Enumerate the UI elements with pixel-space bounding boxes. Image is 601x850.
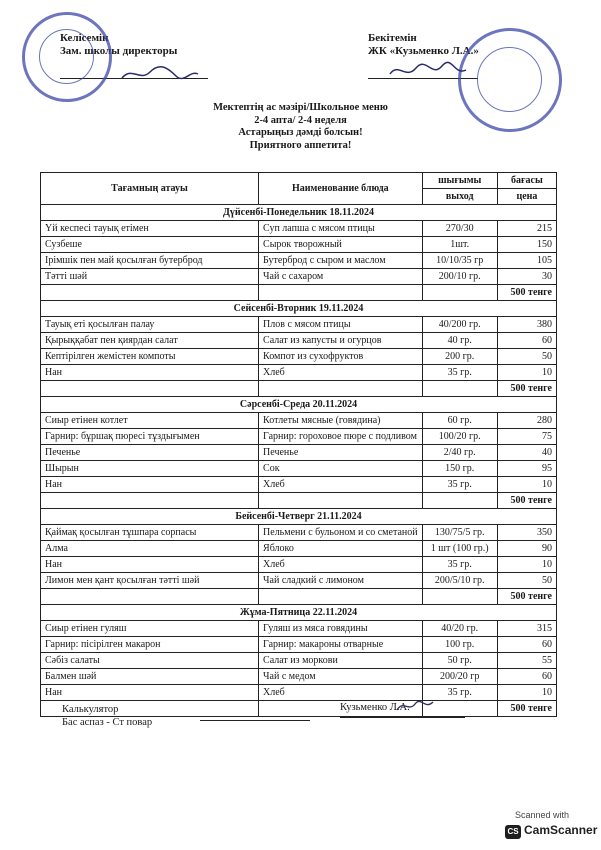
dish-price: 50 (497, 573, 556, 589)
day-total-row (41, 493, 557, 509)
day-header-row (41, 205, 557, 221)
table-row (41, 477, 557, 493)
dish-output: 40 гр. (422, 333, 497, 349)
header-kz-name: Тағамның атауы (41, 173, 259, 205)
dish-output: 200/10 гр. (422, 269, 497, 285)
dish-price: 380 (497, 317, 556, 333)
dish-price: 315 (497, 621, 556, 637)
dish-name-ru: Гарнир: макароны отварные (259, 637, 423, 653)
dish-price: 60 (497, 669, 556, 685)
title-line2: 2-4 апта/ 2-4 неделя (254, 114, 347, 126)
table-row (41, 669, 557, 685)
dish-name-ru: Сок (259, 461, 423, 477)
footer-calculator-label: Калькулятор (62, 704, 119, 715)
dish-name-ru: Компот из сухофруктов (259, 349, 423, 365)
dish-price: 150 (497, 237, 556, 253)
dish-output: 35 гр. (422, 477, 497, 493)
dish-output: 100/20 гр. (422, 429, 497, 445)
table-row (41, 365, 557, 381)
dish-name-kz: Нан (41, 365, 259, 381)
table-row (41, 237, 557, 253)
empty-cell (259, 381, 423, 397)
dish-name-kz: Печенье (41, 445, 259, 461)
dish-name-ru: Хлеб (259, 557, 423, 573)
dish-name-ru: Чай с сахаром (259, 269, 423, 285)
dish-name-ru: Котлеты мясные (говядина) (259, 413, 423, 429)
empty-cell (41, 381, 259, 397)
title-line1: Мектептің ас мәзірі/Школьное меню (213, 102, 388, 113)
day-header-row (41, 605, 557, 621)
empty-cell (41, 285, 259, 301)
dish-price: 350 (497, 525, 556, 541)
dish-name-kz: Сузбеше (41, 237, 259, 253)
header-ru-name: Наименование блюда (259, 173, 423, 205)
dish-name-kz: Ірімшік пен май қосылған бутерброд (41, 253, 259, 269)
empty-cell (259, 285, 423, 301)
dish-name-ru: Салат из капусты и огурцов (259, 333, 423, 349)
dish-price: 10 (497, 477, 556, 493)
day-title: Сәрсенбі-Среда 20.11.2024 (41, 397, 557, 413)
dish-output: 35 гр. (422, 365, 497, 381)
table-row (41, 429, 557, 445)
dish-price: 75 (497, 429, 556, 445)
day-total-row (41, 589, 557, 605)
empty-cell (422, 589, 497, 605)
dish-name-kz: Нан (41, 477, 259, 493)
dish-price: 90 (497, 541, 556, 557)
footer-chef-label: Бас аспаз - Ст повар (62, 716, 153, 728)
table-row (41, 685, 557, 701)
dish-output: 200/20 гр (422, 669, 497, 685)
footer-signature (395, 698, 435, 714)
day-total: 500 тенге (497, 381, 556, 397)
dish-output: 1шт. (422, 237, 497, 253)
table-row (41, 557, 557, 573)
director-signature (120, 62, 200, 84)
dish-output: 2/40 гр. (422, 445, 497, 461)
dish-price: 10 (497, 685, 556, 701)
school-seal-stamp (22, 12, 112, 102)
dish-output: 1 шт (100 гр.) (422, 541, 497, 557)
dish-price: 50 (497, 349, 556, 365)
day-title: Бейсенбі-Четверг 21.11.2024 (41, 509, 557, 525)
table-row (41, 317, 557, 333)
dish-name-ru: Пельмени с бульоном и со сметаной (259, 525, 423, 541)
day-header-row (41, 509, 557, 525)
dish-name-ru: Печенье (259, 445, 423, 461)
dish-output: 50 гр. (422, 653, 497, 669)
day-header-row (41, 301, 557, 317)
table-row (41, 413, 557, 429)
dish-name-ru: Яблоко (259, 541, 423, 557)
dish-name-ru: Суп лапша с мясом птицы (259, 221, 423, 237)
dish-output: 150 гр. (422, 461, 497, 477)
table-header-row (41, 173, 557, 189)
day-total: 500 тенге (497, 493, 556, 509)
dish-output: 35 гр. (422, 557, 497, 573)
day-title: Сейсенбі-Вторник 19.11.2024 (41, 301, 557, 317)
table-row (41, 221, 557, 237)
dish-output: 35 гр. (422, 685, 497, 701)
dish-price: 280 (497, 413, 556, 429)
day-total-row (41, 285, 557, 301)
camscanner-watermark (501, 808, 598, 842)
day-total: 500 тенге (497, 589, 556, 605)
dish-name-kz: Нан (41, 685, 259, 701)
dish-name-ru: Гарнир: гороховое пюре с подливом (259, 429, 423, 445)
footer-signature-line (340, 717, 465, 718)
dish-name-kz: Гарнир: пісірілген макарон (41, 637, 259, 653)
dish-name-kz: Сиыр етінен котлет (41, 413, 259, 429)
empty-cell (41, 493, 259, 509)
dish-name-kz: Нан (41, 557, 259, 573)
dish-output: 200/5/10 гр. (422, 573, 497, 589)
table-row (41, 525, 557, 541)
table-row (41, 253, 557, 269)
table-row (41, 621, 557, 637)
empty-cell (259, 493, 423, 509)
dish-output: 200 гр. (422, 349, 497, 365)
dish-price: 95 (497, 461, 556, 477)
title-line4: Приятного аппетита! (249, 139, 352, 151)
day-title: Жұма-Пятница 22.11.2024 (41, 605, 557, 621)
dish-name-kz: Алма (41, 541, 259, 557)
dish-name-kz: Тәтті шәй (41, 269, 259, 285)
dish-name-kz: Сәбіз салаты (41, 653, 259, 669)
dish-name-ru: Гуляш из мяса говядины (259, 621, 423, 637)
approval-left-line2: Зам. школы директоры (60, 45, 178, 57)
dish-name-ru: Чай с медом (259, 669, 423, 685)
dish-name-kz: Балмен шәй (41, 669, 259, 685)
dish-price: 55 (497, 653, 556, 669)
table-row (41, 541, 557, 557)
dish-price: 10 (497, 365, 556, 381)
dish-name-ru: Сырок творожный (259, 237, 423, 253)
dish-name-kz: Лимон мен қант қосылған тәтті шәй (41, 573, 259, 589)
footer-left (62, 704, 152, 729)
dish-output: 130/75/5 гр. (422, 525, 497, 541)
day-total-row (41, 381, 557, 397)
dish-name-kz: Тауық еті қосылған палау (41, 317, 259, 333)
day-title: Дүйсенбі-Понедельник 18.11.2024 (41, 205, 557, 221)
title-line3: Астарыңыз дәмді болсын! (238, 127, 363, 138)
dish-output: 40/20 гр. (422, 621, 497, 637)
dish-output: 100 гр. (422, 637, 497, 653)
dish-name-ru: Хлеб (259, 685, 423, 701)
table-row (41, 445, 557, 461)
dish-name-kz: Қырыққабат пен қиярдан салат (41, 333, 259, 349)
dish-price: 10 (497, 557, 556, 573)
approval-right-line2: ЖК «Кузьменко Л.А.» (368, 45, 479, 57)
dish-name-kz: Кептірілген жемістен компоты (41, 349, 259, 365)
day-total: 500 тенге (497, 701, 556, 717)
approval-left-line1: Келісемін (60, 32, 109, 44)
dish-output: 10/10/35 гр (422, 253, 497, 269)
header-price-kz: бағасы (497, 173, 556, 189)
header-output-kz: шығымы (422, 173, 497, 189)
dish-name-kz: Шырын (41, 461, 259, 477)
day-header-row (41, 397, 557, 413)
dish-name-ru: Хлеб (259, 365, 423, 381)
empty-cell (259, 589, 423, 605)
dish-name-kz: Гарнир: бұршақ пюресі тұздығымен (41, 429, 259, 445)
dish-name-ru: Хлеб (259, 477, 423, 493)
scanned-with-text: Scanned with (515, 810, 570, 820)
approval-right-line1: Бекітемін (368, 32, 417, 44)
empty-cell (422, 493, 497, 509)
dish-price: 30 (497, 269, 556, 285)
dish-price: 40 (497, 445, 556, 461)
dish-name-ru: Чай сладкий с лимоном (259, 573, 423, 589)
chef-signature-line (200, 720, 310, 721)
dish-name-ru: Салат из моркови (259, 653, 423, 669)
dish-name-kz: Қаймақ қосылған тұшпара сорпасы (41, 525, 259, 541)
dish-output: 60 гр. (422, 413, 497, 429)
empty-cell (41, 589, 259, 605)
menu-title (0, 102, 601, 152)
approval-block-right (368, 32, 479, 58)
dish-name-kz: Сиыр етінен гуляш (41, 621, 259, 637)
table-row (41, 333, 557, 349)
header-price-ru: цена (497, 189, 556, 205)
empty-cell (422, 381, 497, 397)
dish-output: 270/30 (422, 221, 497, 237)
table-row (41, 637, 557, 653)
dish-price: 215 (497, 221, 556, 237)
dish-price: 105 (497, 253, 556, 269)
menu-table (40, 172, 557, 717)
table-row (41, 349, 557, 365)
footer-right-name: Кузьменко Л.А. (340, 702, 410, 713)
dish-price: 60 (497, 333, 556, 349)
dish-name-ru: Бутерброд с сыром и маслом (259, 253, 423, 269)
table-row (41, 269, 557, 285)
camscanner-logo-icon: CS (505, 825, 521, 839)
camscanner-name: CamScanner (524, 823, 598, 837)
dish-name-kz: Үй кеспесі тауық етімен (41, 221, 259, 237)
day-total: 500 тенге (497, 285, 556, 301)
dish-output: 40/200 гр. (422, 317, 497, 333)
table-row (41, 461, 557, 477)
table-row (41, 573, 557, 589)
header-output-ru: выход (422, 189, 497, 205)
dish-name-ru: Плов с мясом птицы (259, 317, 423, 333)
table-row (41, 653, 557, 669)
empty-cell (422, 285, 497, 301)
dish-price: 60 (497, 637, 556, 653)
owner-signature (388, 60, 468, 82)
